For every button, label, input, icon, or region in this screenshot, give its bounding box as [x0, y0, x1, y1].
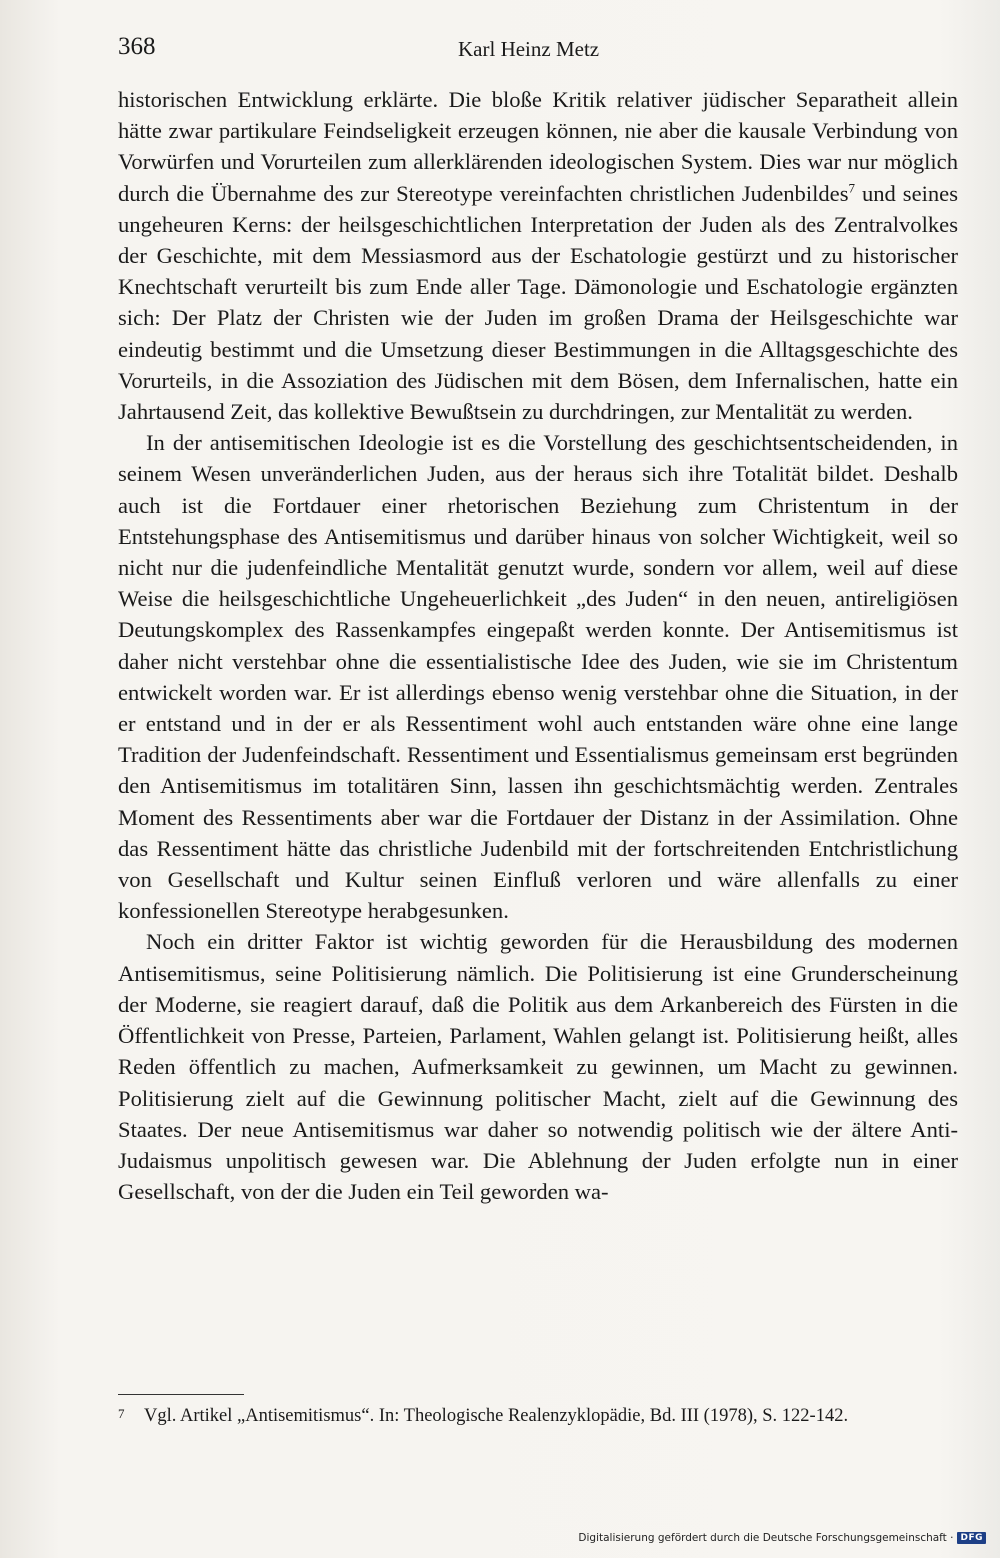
footnote-mark: 7	[118, 1406, 125, 1421]
digitization-credit	[578, 1532, 986, 1544]
running-head: Karl Heinz Metz	[458, 37, 600, 61]
paragraph-2: In der antisemitischen Ideologie ist es die Vorstellung des geschichtsentscheidenden, in seinem Wesen unveränderlichen Juden, aus der heraus sich ihre Totalität bildet. Deshalb auch ist die Fortdauer einer rhetorischen Beziehung zum Christentum in der Entstehungsphase des Antisemitismus und darüber hinaus von solcher Wichtigkeit, weil so nicht nur die judenfeindliche Mentalität genutzt wurde, sondern vor allem, weil auf diese Weise die heilsgeschichtliche Ungeheuerlichkeit „des Juden“ in den neuen, antireligiösen Deutungskomplex des Rassenkampfes eingepaßt werden konnte. Der Antisemitismus ist daher nicht verstehbar ohne die essentialistische Idee des Juden, wie sie im Christentum entwickelt worden war. Er ist allerdings ebenso wenig verstehbar ohne die Situation, in der er entstand und in der er als Ressentiment wohl auch entstanden wäre ohne eine lange Tradition der Judenfeindschaft. Ressentiment und Essentialismus gemeinsam erst begründen den Antisemitismus im totalitären Sinn, lassen ihn geschichtsmächtig werden. Zentrales Moment des Ressentiments aber war die Fortdauer der Distanz in der Assimilation. Ohne das Ressentiment hätte das christliche Judenbild mit der fortschreitenden Entchristlichung von Gesellschaft und Kultur seinen Einfluß verloren und wäre allenfalls zu einer konfessionellen Stereotype herabgesunken.	[118, 430, 958, 924]
footnote-text: Vgl. Artikel „Antisemitismus“. In: Theologische Realenzyklopädie, Bd. III (1978), S. 122-142.	[144, 1406, 849, 1426]
dfg-logo-icon: DFG	[957, 1532, 986, 1544]
paragraph-1-text-before: historischen Entwicklung erklärte. Die bloße Kritik relativer jüdischer Separatheit allein hätte zwar partikulare Feindseligkeit erzeugen können, nie aber die kausale Verbindung von Vorwürfen und Vorurteilen zum allerklärenden ideologischen System. Dies war nur möglich durch die Übernahme des zur Stereotype vereinfachten christlichen Judenbildes	[118, 87, 958, 206]
paragraph-1	[118, 84, 958, 427]
footnote	[118, 1404, 958, 1429]
footnote-reference[interactable]: 7	[848, 180, 856, 196]
footnote-divider	[118, 1394, 244, 1395]
credit-text: Digitalisierung gefördert durch die Deutsche Forschungsgemeinschaft ·	[578, 1532, 954, 1544]
paragraph-1-text-after: und seines ungeheuren Kerns: der heilsgeschichtlichen Interpretation der Juden als des Zentralvolkes der Geschichte, mit dem Messiasmord aus der Eschatologie gestürzt und zu historischer Knechtschaft verurteilt bis zum Ende aller Tage. Dämonologie und Eschatologie ergänzten sich: Der Platz der Christen wie der Juden im großen Drama der Heilsgeschichte war eindeutig bestimmt und die Umsetzung dieser Bestimmungen in die Alltagsgeschichte des Vorurteils, in die Assoziation des Jüdischen mit dem Bösen, dem Infernalischen, hatte ein Jahrtausend Zeit, das kollektive Bewußtsein zu durchdringen, zur Mentalität zu werden.	[118, 180, 958, 425]
page-header	[118, 30, 958, 64]
body-text	[118, 84, 958, 1207]
page-number: 368	[118, 33, 156, 60]
paragraph-3: Noch ein dritter Faktor ist wichtig geworden für die Herausbildung des modernen Antisemitismus, seine Politisierung nämlich. Die Politisierung ist eine Grunderscheinung der Moderne, sie reagiert darauf, daß die Politik aus dem Arkanbereich des Fürsten in die Öffentlichkeit von Presse, Parteien, Parlament, Wahlen gelangt ist. Politisierung heißt, alles Reden öffentlich zu machen, Aufmerksamkeit zu gewinnen, um Macht zu gewinnen. Politisierung zielt auf die Gewinnung politischer Macht, zielt auf die Gewinnung des Staates. Der neue Antisemitismus war daher so notwendig politisch wie der ältere Anti-Judaismus unpolitisch gewesen war. Die Ablehnung der Juden erfolgte nun in einer Gesellschaft, von der die Juden ein Teil geworden wa-	[118, 929, 958, 1205]
